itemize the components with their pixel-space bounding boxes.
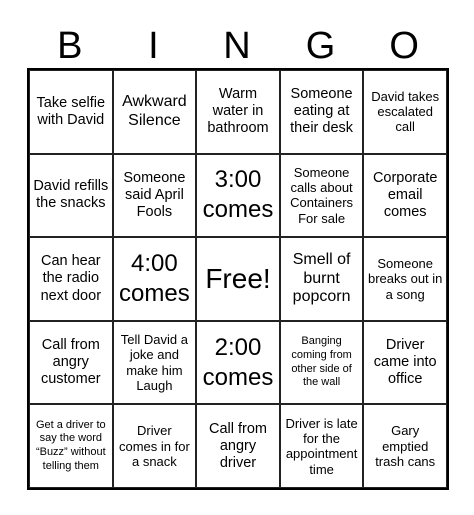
bingo-cell[interactable]: Driver came into office [363,321,447,405]
bingo-cell[interactable]: Get a driver to say the word “Buzz” without telling them [29,404,113,488]
bingo-cell[interactable]: Gary emptied trash cans [363,404,447,488]
bingo-header [28,22,446,70]
bingo-cell[interactable]: 4:00 comes [113,237,197,321]
bingo-cell[interactable]: Awkward Silence [113,70,197,154]
bingo-cell[interactable]: Someone calls about Containers For sale [280,154,364,238]
bingo-cell[interactable]: Corporate email comes [363,154,447,238]
free-space[interactable]: Free! [196,237,280,321]
bingo-cell[interactable]: Call from angry customer [29,321,113,405]
bingo-cell[interactable]: Banging coming from other side of the wall [280,321,364,405]
header-letter-b: B [57,25,83,67]
bingo-cell[interactable]: Take selfie with David [29,70,113,154]
bingo-board [27,68,449,490]
bingo-cell[interactable]: David takes escalated call [363,70,447,154]
bingo-cell[interactable]: Driver comes in for a snack [113,404,197,488]
bingo-cell[interactable]: Tell David a joke and make him Laugh [113,321,197,405]
bingo-cell[interactable]: Someone breaks out in a song [363,237,447,321]
bingo-cell[interactable]: Can hear the radio next door [29,237,113,321]
header-letter-n: N [223,25,251,67]
bingo-cell[interactable]: Driver is late for the appointment time [280,404,364,488]
bingo-cell[interactable]: Call from angry driver [196,404,280,488]
bingo-cell[interactable]: 2:00 comes [196,321,280,405]
bingo-cell[interactable]: Smell of burnt popcorn [280,237,364,321]
bingo-cell[interactable]: David refills the snacks [29,154,113,238]
header-letter-i: I [148,25,159,67]
bingo-cell[interactable]: Someone eating at their desk [280,70,364,154]
bingo-cell[interactable]: Warm water in bathroom [196,70,280,154]
header-letter-g: G [305,25,336,67]
bingo-cell[interactable]: 3:00 comes [196,154,280,238]
bingo-cell[interactable]: Someone said April Fools [113,154,197,238]
header-letter-o: O [389,25,419,67]
